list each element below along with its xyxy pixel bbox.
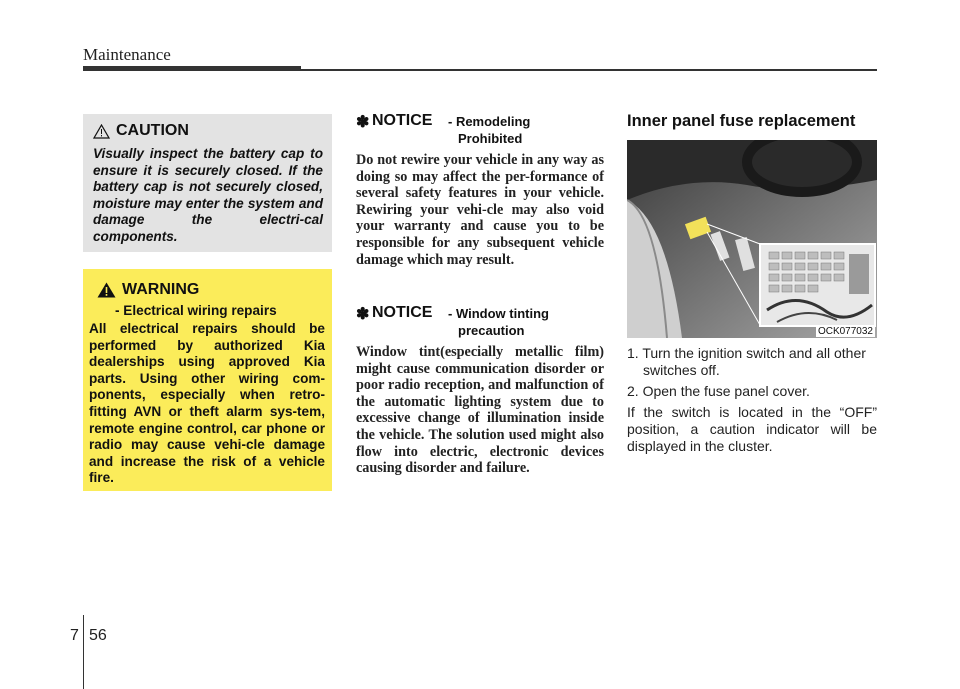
notice-label: NOTICE <box>372 112 433 129</box>
notice-subtitle: - Window tinting <box>448 306 549 321</box>
warning-box <box>83 269 332 491</box>
caution-heading <box>93 122 189 140</box>
footer-divider <box>83 615 84 689</box>
chapter-number: 7 <box>70 627 79 644</box>
step-note: If the switch is located in the “OFF” position, a caution indicator will be displayed in the cluster. <box>627 404 877 454</box>
notice-subtitle-cont: Prohibited <box>458 131 523 146</box>
warning-heading <box>97 281 199 299</box>
caution-box <box>83 114 332 252</box>
header-title: Maintenance <box>83 45 171 64</box>
step-2: 2. Open the fuse panel cover. <box>627 383 810 399</box>
figure-code: OCK077032 <box>817 326 873 337</box>
fuse-panel-figure <box>627 140 877 338</box>
caution-title: CAUTION <box>116 122 189 139</box>
notice-subtitle: - Remodeling <box>448 114 531 129</box>
fuse-panel-photo <box>627 140 877 338</box>
notice-text: Window tint(especially metallic film) might cause communication disorder or poor radio reception, and malfunction of the automatic lighting system due to excessive change of illumination inside the vehicle. The solution used might also flow into electric, electronic devices causing disorder and failure. <box>356 344 604 477</box>
step-1: 1. Turn the ignition switch and all other switches off. <box>627 345 866 378</box>
caution-text: Visually inspect the battery cap to ensure it is securely closed. If the battery cap is not securely closed, moisture may enter the system and damage the electri-cal components. <box>93 146 323 244</box>
warning-triangle-icon <box>97 282 116 298</box>
notice-subtitle-cont: precaution <box>458 323 525 338</box>
warning-subtitle: - Electrical wiring repairs <box>115 303 277 318</box>
notice-window-tinting <box>356 304 604 477</box>
notice-mark: ✽ <box>356 306 370 323</box>
header-rule-thin <box>301 69 877 71</box>
header-rule-thick <box>83 66 301 71</box>
page-number: 56 <box>89 627 107 644</box>
warning-title: WARNING <box>122 281 200 298</box>
notice-remodeling <box>356 112 604 268</box>
warning-triangle-icon <box>93 124 110 139</box>
fuse-steps <box>627 345 877 459</box>
notice-label: NOTICE <box>372 304 433 321</box>
notice-heading <box>356 304 604 344</box>
section-title: Inner panel fuse replacement <box>627 112 856 130</box>
notice-mark: ✽ <box>356 114 370 131</box>
notice-heading <box>356 112 604 152</box>
warning-text: All electrical repairs should be performed by authorized Kia dealerships using approved Kia parts. Using other wiring com-ponents, especially when retro-fitting AVN or theft alarm sys-tem, remote engine control, car phone or radio may cause vehi-cle damage and increase the risk of a vehicle fire. <box>89 321 325 486</box>
notice-text: Do not rewire your vehicle in any way as doing so may affect the per-formance of several safety features in your vehicle. Rewiring your vehi-cle may also void your warranty and cause you to be responsible for any subsequent vehicle damage which may result. <box>356 152 604 268</box>
